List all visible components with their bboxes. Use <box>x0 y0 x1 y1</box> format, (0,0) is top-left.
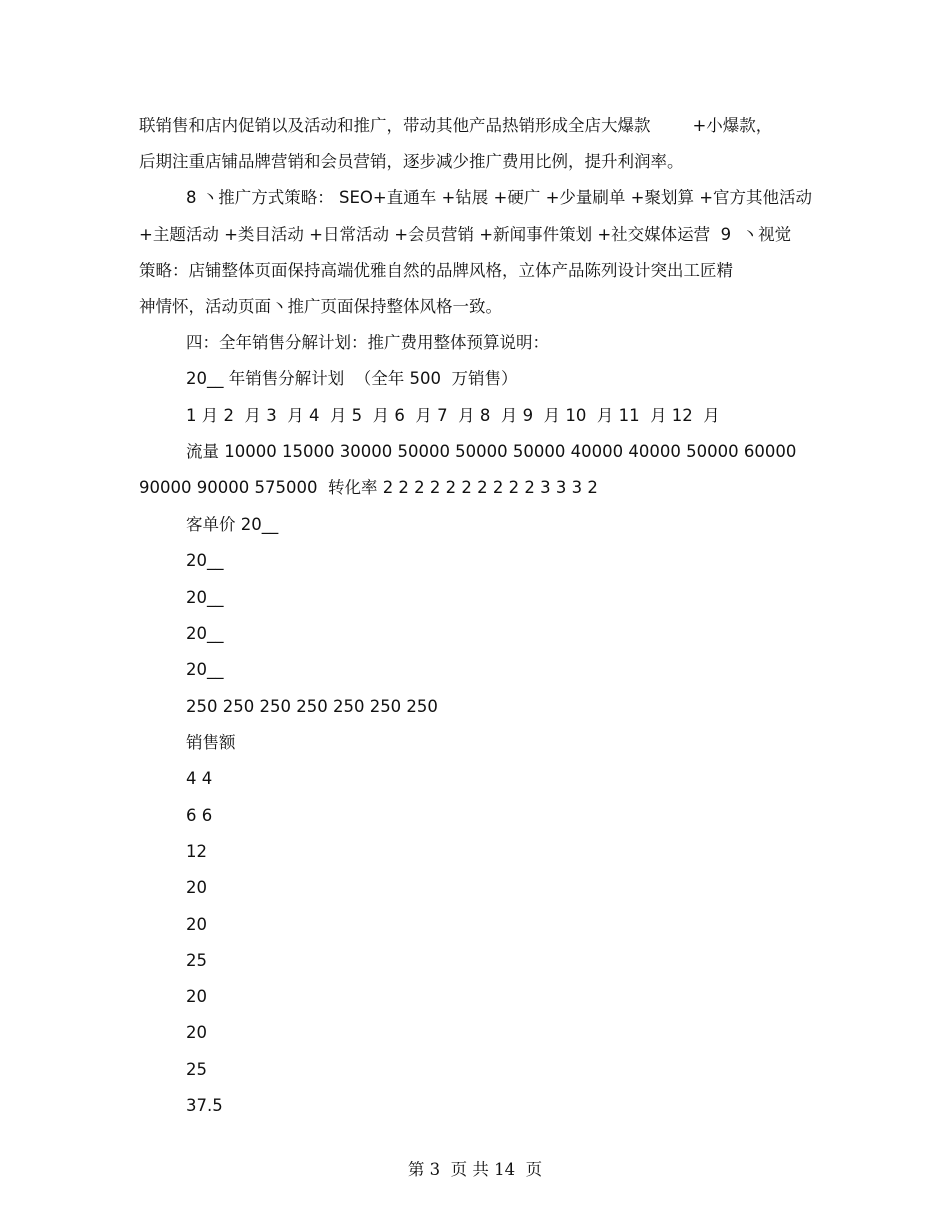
sales-value: 25 <box>186 951 207 970</box>
sales-value: 25 <box>186 1060 207 1079</box>
month-header-row: 1 月 2 月 3 月 4 月 5 月 6 月 7 月 8 月 9 月 10 月 11 月 12 月 <box>186 406 720 425</box>
sales-value: 12 <box>186 842 207 861</box>
text-line: 策略：店铺整体页面保持高端优雅自然的品牌风格，立体产品陈列设计突出工匠精 <box>139 261 733 280</box>
text-line: 20__ <box>186 660 224 679</box>
conversion-row: 90000 90000 575000 转化率 2 2 2 2 2 2 2 2 2 2 3 3 3 2 <box>139 478 598 497</box>
sales-value: 37.5 <box>186 1096 223 1115</box>
table-title: 20__ 年销售分解计划 （全年 500 万销售） <box>186 369 518 388</box>
text-line: 20__ <box>186 551 224 570</box>
sales-value: 20 <box>186 878 207 897</box>
text-line: 20__ <box>186 624 224 643</box>
text-line: +主题活动 +类目活动 +日常活动 +会员营销 +新闻事件策划 +社交媒体运营 9 丶视觉 <box>139 225 792 244</box>
text-line: 后期注重店铺品牌营销和会员营销，逐步减少推广费用比例，提升利润率。 <box>139 152 684 171</box>
sales-value: 20 <box>186 987 207 1006</box>
sales-value: 4 4 <box>186 769 213 788</box>
text-line: 联销售和店内促销以及活动和推广，带动其他产品热销形成全店大爆款 +小爆款， <box>139 116 773 135</box>
sales-value: 20 <box>186 1023 207 1042</box>
section-heading: 四：全年销售分解计划：推广费用整体预算说明： <box>186 333 549 352</box>
unit-price-values: 250 250 250 250 250 250 250 <box>186 697 438 716</box>
sales-label: 销售额 <box>186 733 236 752</box>
unit-price-label: 客单价 20__ <box>186 515 279 534</box>
sales-value: 6 6 <box>186 806 213 825</box>
text-line: 8 丶推广方式策略： SEO+直通车 +钻展 +硬广 +少量刷单 +聚划算 +官方其他活动 <box>186 188 813 207</box>
text-line: 20__ <box>186 588 224 607</box>
page-number-footer: 第 3 页 共 14 页 <box>407 1160 543 1179</box>
sales-value: 20 <box>186 915 207 934</box>
traffic-row: 流量 10000 15000 30000 50000 50000 50000 40000 40000 50000 60000 <box>186 442 797 461</box>
text-line: 神情怀，活动页面丶推广页面保持整体风格一致。 <box>139 297 502 316</box>
